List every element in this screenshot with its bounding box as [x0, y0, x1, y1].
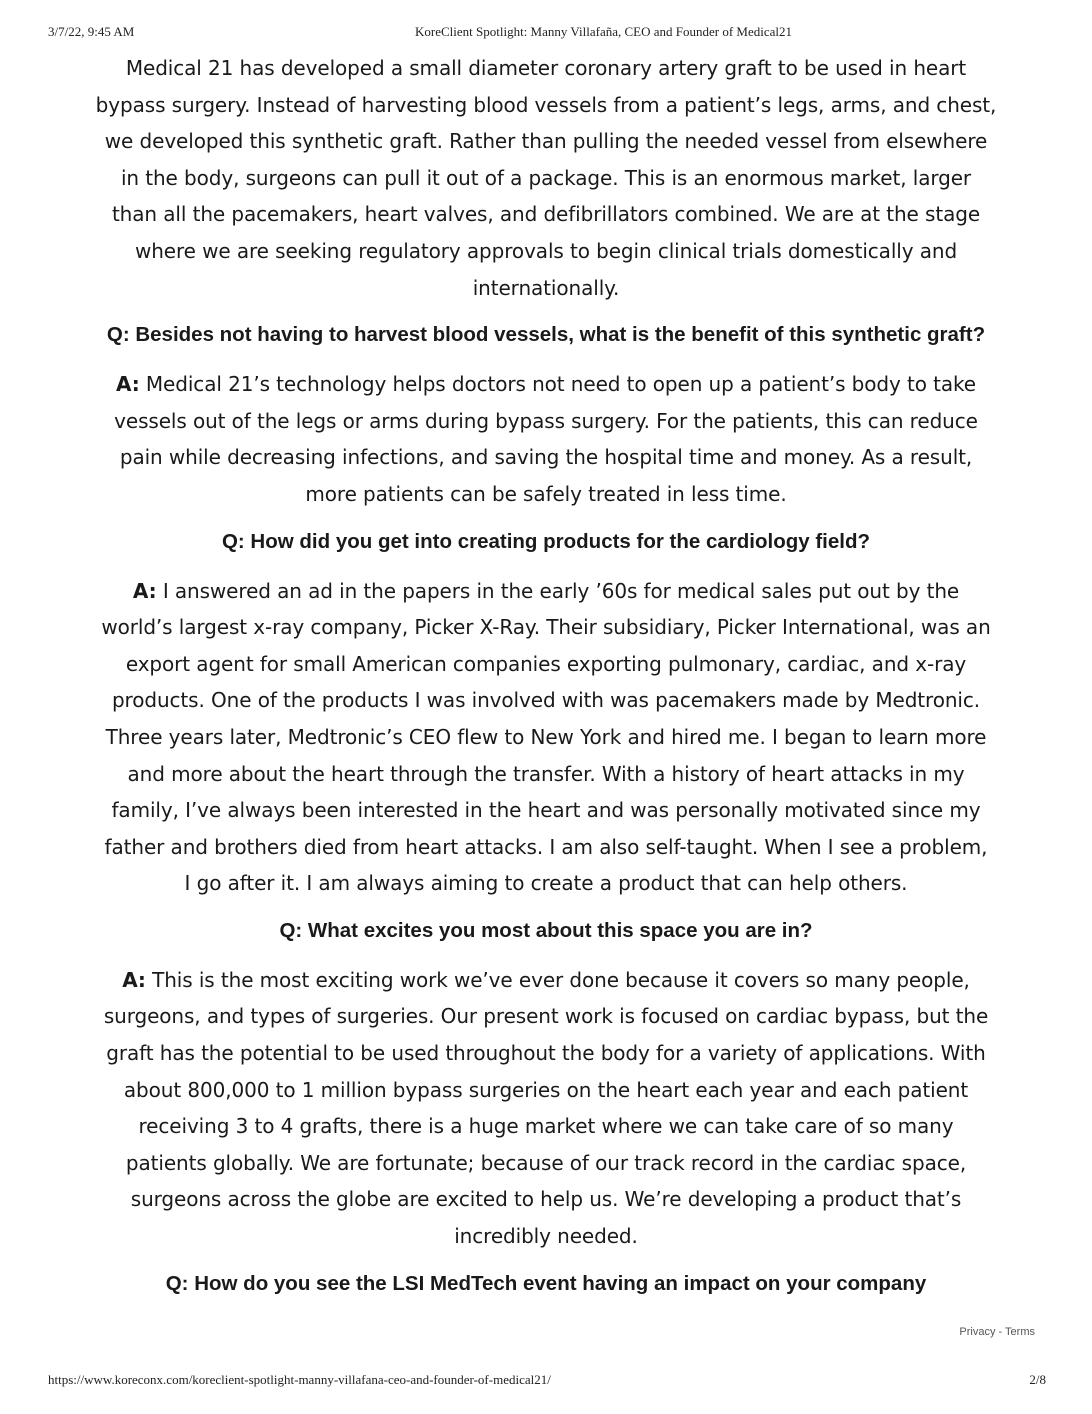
intro-paragraph [50, 50, 1042, 306]
link-separator: - [995, 1326, 1006, 1338]
answer-text: I answered an ad in the papers in the early ’60s for medical sales put out by the [162, 578, 960, 603]
print-page-title: KoreClient Spotlight: Manny Villafaña, CEO and Founder of Medical21 [415, 24, 792, 39]
answer-paragraph [50, 366, 1042, 512]
answer-line: and more about the heart through the transfer. With a history of heart attacks in my [127, 761, 965, 786]
terms-link[interactable]: Terms [1005, 1326, 1035, 1338]
intro-line: we developed this synthetic graft. Rather than pulling the needed vessel from elsewhere [104, 129, 988, 154]
answer-line: I go after it. I am always aiming to create a product that can help others. [184, 871, 908, 896]
answer-line: export agent for small American companies exporting pulmonary, cardiac, and x-ray [125, 651, 967, 676]
intro-line: internationally. [472, 275, 620, 300]
answer-line: graft has the potential to be used throughout the body for a variety of applications. With [106, 1041, 986, 1066]
answer-paragraph [50, 962, 1042, 1255]
question-heading: Q: Besides not having to harvest blood vessels, what is the benefit of this synthetic graft? [106, 323, 986, 347]
print-footer [0, 1372, 1092, 1392]
intro-line: bypass surgery. Instead of harvesting blood vessels from a patient’s legs, arms, and chest, [95, 92, 997, 117]
intro-line: than all the pacemakers, heart valves, and defibrillators combined. We are at the stage [111, 202, 981, 227]
print-datetime: 3/7/22, 9:45 AM [48, 24, 135, 39]
answer-line [50, 573, 1042, 610]
answer-line: surgeons across the globe are excited to help us. We’re developing a product that’s [130, 1187, 962, 1212]
intro-line: Medical 21 has developed a small diameter coronary artery graft to be used in heart [125, 56, 967, 80]
answer-paragraph [50, 573, 1042, 902]
answer-text: Medical 21’s technology helps doctors not need to open up a patient’s body to take [145, 372, 977, 397]
intro-line: where we are seeking regulatory approvals to begin clinical trials domestically and [134, 238, 958, 263]
answer-line: incredibly needed. [454, 1224, 638, 1249]
answer-label: A: [132, 578, 157, 603]
print-header [0, 24, 1092, 44]
answer-line: products. One of the products I was involved with was pacemakers made by Medtronic. [111, 688, 981, 713]
answer-line: family, I’ve always been interested in the heart and was personally motivated since my [111, 798, 981, 823]
answer-label: A: [115, 372, 140, 397]
answer-line: surgeons, and types of surgeries. Our present work is focused on cardiac bypass, but the [103, 1004, 989, 1029]
recaptcha-privacy-links [959, 1326, 1035, 1338]
print-url: https://www.koreconx.com/koreclient-spotlight-manny-villafana-ceo-and-founder-of-medical21/ [48, 1372, 551, 1387]
answer-line: pain while decreasing infections, and saving the hospital time and money. As a result, [119, 445, 973, 470]
answer-line [50, 962, 1042, 999]
answer-line: father and brothers died from heart attacks. I am also self-taught. When I see a problem, [104, 834, 988, 859]
privacy-link[interactable]: Privacy [959, 1326, 996, 1338]
answer-line: world’s largest x-ray company, Picker X-Ray. Their subsidiary, Picker International, was an [101, 615, 991, 640]
answer-line: more patients can be safely treated in less time. [305, 481, 787, 506]
article-body [50, 50, 1042, 1315]
answer-line: vessels out of the legs or arms during bypass surgery. For the patients, this can reduce [114, 408, 978, 433]
answer-line [50, 366, 1042, 403]
intro-line: in the body, surgeons can pull it out of a package. This is an enormous market, larger [120, 165, 972, 190]
answer-line: patients globally. We are fortunate; because of our track record in the cardiac space, [125, 1150, 967, 1175]
question-heading: Q: How did you get into creating products for the cardiology field? [221, 529, 871, 553]
answer-text: This is the most exciting work we’ve ever done because it covers so many people, [152, 967, 970, 992]
answer-line: Three years later, Medtronic’s CEO flew to New York and hired me. I began to learn more [105, 724, 987, 749]
page-number: 2/8 [1029, 1372, 1046, 1387]
answer-line: about 800,000 to 1 million bypass surgeries on the heart each year and each patient [123, 1077, 969, 1102]
question-heading: Q: What excites you most about this space you are in? [279, 918, 813, 942]
question-heading: Q: How do you see the LSI MedTech event having an impact on your company [165, 1271, 927, 1295]
answer-label: A: [122, 967, 146, 992]
answer-line: receiving 3 to 4 grafts, there is a huge market where we can take care of so many [138, 1114, 954, 1139]
